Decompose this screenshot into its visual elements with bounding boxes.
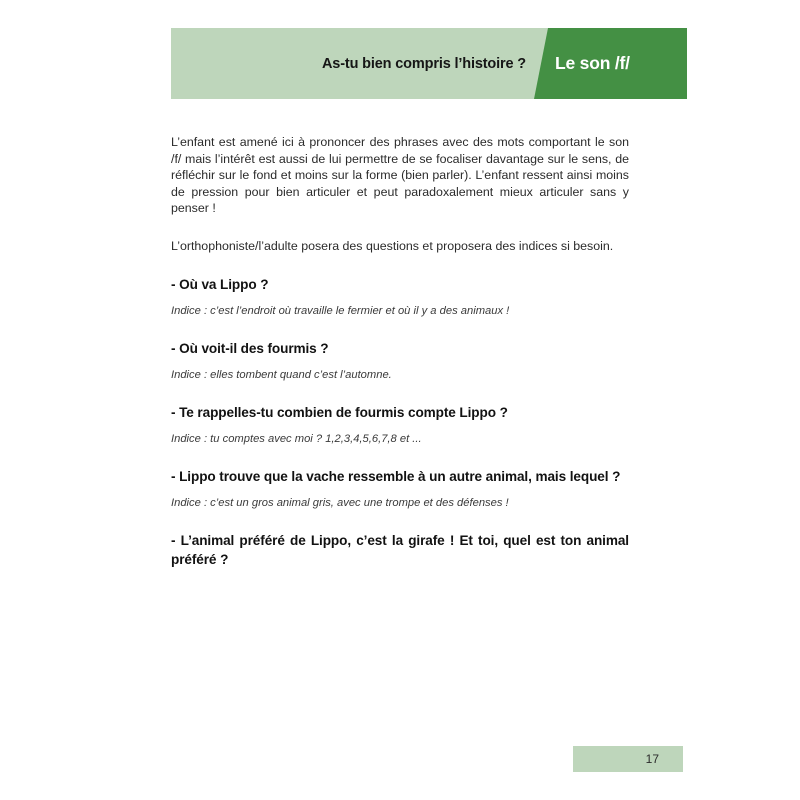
intro-paragraph: L’enfant est amené ici à prononcer des phrases avec des mots comportant le son /f/ mais l’intérêt est aussi de lui permettre de se focaliser davantage sur le sens, de réfléchir sur le fond et moins sur la forme (bien parler). L’enfant ressent ainsi moins de pression pour bien articuler et peut paradoxalement mieux articuler sans y penser !: [171, 135, 629, 216]
page-number: 17: [645, 752, 659, 766]
question-heading: - Où va Lippo ?: [171, 276, 269, 292]
question-heading: - Où voit-il des fourmis ?: [171, 340, 329, 356]
lead-paragraph: L’orthophoniste/l’adulte posera des questions et proposera des indices si besoin.: [171, 238, 614, 253]
qa-item: [171, 339, 629, 383]
question-hint: Indice : c’est l’endroit où travaille le fermier et où il y a des animaux !: [171, 304, 510, 317]
qa-item: [171, 467, 629, 511]
page-number-box: [573, 746, 683, 772]
page-header-banner: [171, 28, 687, 99]
question-heading: - Te rappelles-tu combien de fourmis compte Lippo ?: [171, 404, 508, 420]
question-heading: - Lippo trouve que la vache ressemble à un autre animal, mais lequel ?: [171, 468, 621, 484]
question-hint: Indice : elles tombent quand c’est l’automne.: [171, 368, 392, 381]
question-hint: Indice : c’est un gros animal gris, avec une trompe et des défenses !: [171, 496, 509, 509]
page-content: [171, 134, 629, 569]
qa-item: [171, 275, 629, 319]
question-heading: - L’animal préféré de Lippo, c’est la girafe ! Et toi, quel est ton animal préféré ?: [171, 532, 629, 567]
qa-item: [171, 403, 629, 447]
header-subtitle: Le son /f/: [555, 53, 630, 73]
question-hint: Indice : tu comptes avec moi ? 1,2,3,4,5,6,7,8 et ...: [171, 432, 422, 445]
qa-item: [171, 531, 629, 569]
page-title: As-tu bien compris l’histoire ?: [321, 55, 526, 72]
